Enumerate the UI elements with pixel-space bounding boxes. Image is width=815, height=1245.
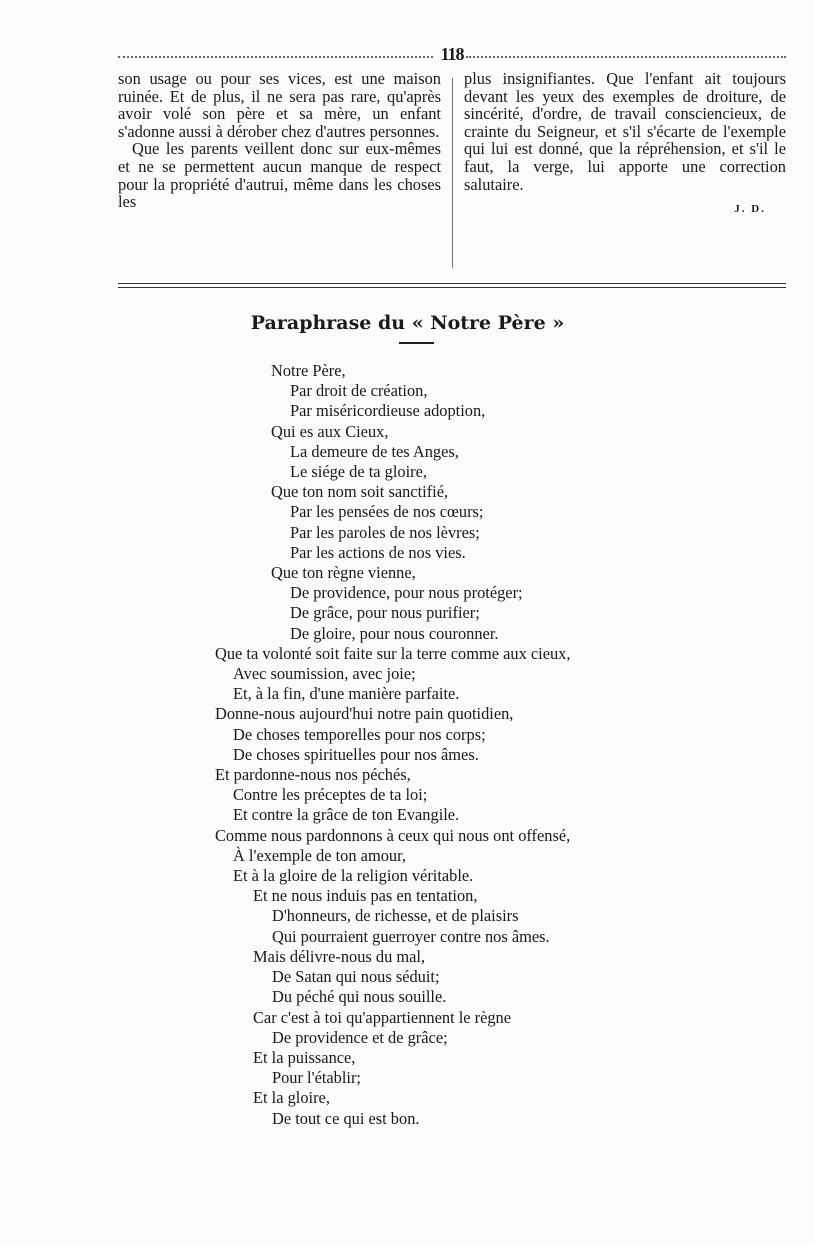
poem-gloss-line: Par droit de création,	[290, 381, 428, 401]
poem-verse-line: Qui es aux Cieux,	[271, 421, 389, 441]
poem-stanza	[0, 826, 815, 887]
poem	[0, 361, 815, 1129]
poem-stanza	[0, 644, 815, 705]
poem-stanza	[0, 886, 815, 947]
poem-verse-line: Notre Père,	[271, 361, 346, 380]
poem-stanza	[0, 947, 815, 1008]
poem-stanza	[0, 422, 815, 483]
article-left-column	[118, 70, 441, 211]
poem-stanza	[0, 1008, 815, 1048]
column-divider	[452, 78, 453, 268]
poem-gloss-line: D'honneurs, de richesse, et de plaisirs	[272, 906, 519, 926]
poem-verse-line: Car c'est à toi qu'appartiennent le règne	[253, 1007, 512, 1027]
page-header	[118, 44, 786, 64]
poem-gloss-line: Et, à la fin, d'une manière parfaite.	[233, 684, 460, 704]
poem-gloss-line: Par les actions de nos vies.	[290, 542, 466, 562]
poem-verse-line: Et la puissance,	[253, 1047, 356, 1067]
poem-gloss-line: Pour l'établir;	[272, 1068, 361, 1088]
poem-gloss-line: De choses spirituelles pour nos âmes.	[233, 744, 479, 764]
poem-gloss-line: De Satan qui nous séduit;	[272, 967, 440, 987]
poem-gloss-line: Contre les préceptes de ta loi;	[233, 785, 428, 805]
signature: J. D.	[734, 203, 766, 216]
poem-verse-line: Et ne nous induis pas en tentation,	[253, 886, 478, 906]
poem-verse-line: Et la gloire,	[253, 1088, 330, 1108]
poem-stanza	[0, 704, 815, 765]
poem-gloss-line: Et contre la grâce de ton Evangile.	[233, 805, 460, 825]
poem-gloss-line: De grâce, pour nous purifier;	[290, 603, 480, 623]
header-rule-right	[466, 56, 786, 58]
poem-verse-line: Que ton règne vienne,	[271, 563, 416, 583]
poem-gloss-line: De tout ce qui est bon.	[272, 1108, 420, 1128]
poem-gloss-line: Et à la gloire de la religion véritable.	[233, 866, 474, 886]
poem-gloss-line: Avec soumission, avec joie;	[233, 664, 416, 684]
poem-verse-line: Que ta volonté soit faite sur la terre comme aux cieux,	[215, 643, 571, 663]
poem-gloss-line: De gloire, pour nous couronner.	[290, 623, 499, 643]
article-right-column	[464, 70, 786, 219]
poem-gloss-line: La demeure de tes Anges,	[290, 441, 459, 461]
paragraph: plus insignifiantes. Que l'enfant ait toujours devant les yeux des exemples de droiture, de sincérité, d'ordre, de travail consciencieux, de crainte du Seigneur, et s'il s'écarte de l'exemple qui lui est donné, que la répréhension, et s'il le faut, la verge, lui apporte une correction salutaire.	[464, 69, 786, 194]
title-dash	[399, 342, 434, 344]
poem-stanza	[0, 1088, 815, 1128]
poem-stanza	[0, 361, 815, 422]
poem-gloss-line: De providence et de grâce;	[272, 1027, 448, 1047]
poem-gloss-line: Par miséricordieuse adoption,	[290, 401, 486, 421]
poem-stanza	[0, 765, 815, 826]
poem-gloss-line: Du péché qui nous souille.	[272, 987, 447, 1007]
poem-stanza	[0, 1048, 815, 1088]
poem-gloss-line: De providence, pour nous protéger;	[290, 583, 523, 603]
poem-gloss-line: Par les paroles de nos lèvres;	[290, 522, 480, 542]
poem-title: Paraphrase du « Notre Père »	[250, 312, 565, 334]
poem-gloss-line: Qui pourraient guerroyer contre nos âmes.	[272, 926, 550, 946]
poem-gloss-line: De choses temporelles pour nos corps;	[233, 724, 486, 744]
poem-verse-line: Que ton nom soit sanctifié,	[271, 482, 449, 502]
page-number: 118	[440, 44, 464, 64]
poem-verse-line: Mais délivre-nous du mal,	[253, 946, 426, 966]
poem-verse-line: Et pardonne-nous nos péchés,	[215, 765, 411, 785]
paragraph: son usage ou pour ses vices, est une maison ruinée. Et de plus, il ne sera pas rare, qu'après avoir volé son père et sa mère, un enfant s'adonne aussi à dérober chez d'autres personnes.	[118, 69, 441, 141]
poem-verse-line: Donne-nous aujourd'hui notre pain quotidien,	[215, 704, 514, 724]
section-divider	[118, 283, 786, 288]
poem-stanza	[0, 563, 815, 644]
poem-stanza	[0, 482, 815, 563]
paragraph: Que les parents veillent donc sur eux-mêmes et ne se permettent aucun manque de respect pour la propriété d'autrui, même dans les choses les	[118, 139, 441, 212]
poem-verse-line: Comme nous pardonnons à ceux qui nous ont offensé,	[215, 825, 571, 845]
poem-gloss-line: À l'exemple de ton amour,	[233, 845, 406, 865]
poem-gloss-line: Par les pensées de nos cœurs;	[290, 502, 484, 522]
poem-gloss-line: Le siége de ta gloire,	[290, 462, 427, 482]
